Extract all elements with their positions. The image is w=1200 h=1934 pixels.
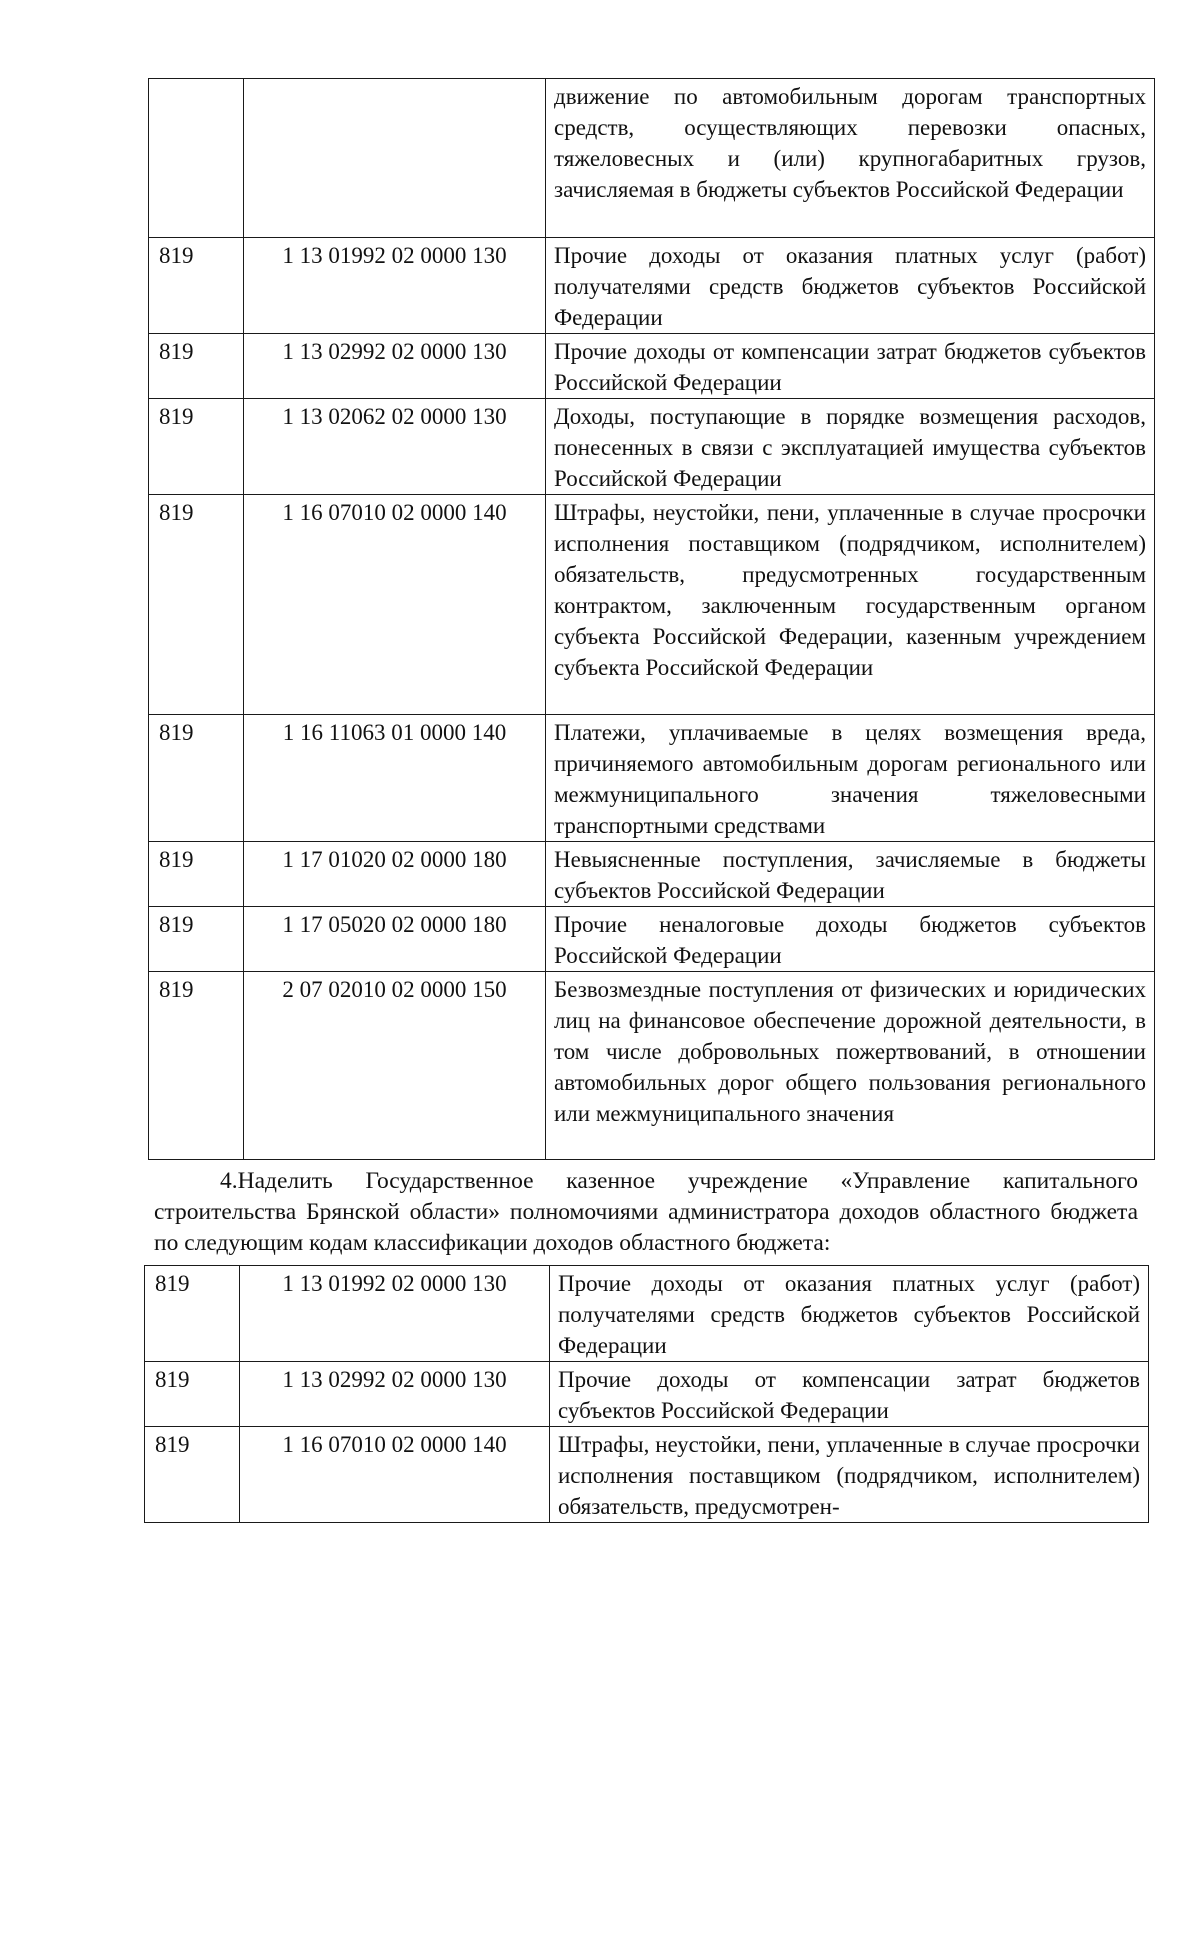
table-row <box>149 715 1155 842</box>
revenue-description-cell: Прочие доходы от компенсации затрат бюджетов субъектов Российской Федерации <box>546 334 1155 399</box>
admin-code-cell: 819 <box>149 399 244 495</box>
kbk-code-cell: 1 17 01020 02 0000 180 <box>244 842 546 907</box>
kbk-code-cell: 1 13 01992 02 0000 130 <box>240 1266 550 1362</box>
revenue-description-cell: Прочие доходы от оказания платных услуг (работ) получателями средств бюджетов субъектов Российской Федерации <box>546 238 1155 334</box>
revenue-codes-table-1 <box>148 78 1155 1160</box>
table-row <box>149 238 1155 334</box>
table-row <box>149 972 1155 1160</box>
revenue-description-cell: Прочие неналоговые доходы бюджетов субъектов Российской Федерации <box>546 907 1155 972</box>
table-row <box>149 907 1155 972</box>
revenue-description-cell: движение по автомобильным дорогам транспортных средств, осуществляющих перевозки опасных, тяжеловесных и (или) крупногабаритных грузов, зачисляемая в бюджеты субъектов Российской Федерации <box>546 79 1155 238</box>
table-row <box>149 334 1155 399</box>
revenue-description-cell: Штрафы, неустойки, пени, уплаченные в случае просрочки исполнения поставщиком (подрядчиком, исполнителем) обязательств, предусмотренных государственным контрактом, заключенным государственным органом субъекта Российской Федерации, казенным учреждением субъекта Российской Федерации <box>546 495 1155 715</box>
admin-code-cell: 819 <box>149 842 244 907</box>
kbk-code-cell: 1 16 11063 01 0000 140 <box>244 715 546 842</box>
revenue-description-cell: Прочие доходы от компенсации затрат бюджетов субъектов Российской Федерации <box>550 1362 1149 1427</box>
admin-code-cell: 819 <box>145 1362 240 1427</box>
kbk-code-cell <box>244 79 546 238</box>
kbk-code-cell: 1 13 02992 02 0000 130 <box>244 334 546 399</box>
admin-code-cell: 819 <box>145 1427 240 1523</box>
revenue-description-cell: Платежи, уплачиваемые в целях возмещения вреда, причиняемого автомобильным дорогам регионального или межмуниципального значения тяжеловесными транспортными средствами <box>546 715 1155 842</box>
admin-code-cell: 819 <box>149 715 244 842</box>
admin-code-cell <box>149 79 244 238</box>
kbk-code-cell: 1 16 07010 02 0000 140 <box>244 495 546 715</box>
admin-code-cell: 819 <box>149 972 244 1160</box>
kbk-code-cell: 1 13 02062 02 0000 130 <box>244 399 546 495</box>
table-row <box>149 495 1155 715</box>
admin-code-cell: 819 <box>149 334 244 399</box>
table-row <box>145 1427 1149 1523</box>
paragraph-4 <box>154 1166 1138 1259</box>
admin-code-cell: 819 <box>149 907 244 972</box>
kbk-code-cell: 1 16 07010 02 0000 140 <box>240 1427 550 1523</box>
admin-code-cell: 819 <box>145 1266 240 1362</box>
revenue-description-cell: Невыясненные поступления, зачисляемые в бюджеты субъектов Российской Федерации <box>546 842 1155 907</box>
kbk-code-cell: 1 17 05020 02 0000 180 <box>244 907 546 972</box>
kbk-code-cell: 1 13 02992 02 0000 130 <box>240 1362 550 1427</box>
revenue-description-cell: Доходы, поступающие в порядке возмещения расходов, понесенных в связи с эксплуатацией имущества субъектов Российской Федерации <box>546 399 1155 495</box>
revenue-codes-table-2 <box>144 1265 1149 1523</box>
paragraph-4-text: 4.Наделить Государственное казенное учреждение «Управление капитального строительства Брянской области» полномочиями администратора доходов областного бюджета по следующим кодам классификации доходов областного бюджета: <box>154 1168 1138 1256</box>
table-row <box>145 1362 1149 1427</box>
kbk-code-cell: 1 13 01992 02 0000 130 <box>244 238 546 334</box>
table-row <box>149 399 1155 495</box>
revenue-description-cell: Прочие доходы от оказания платных услуг (работ) получателями средств бюджетов субъектов Российской Федерации <box>550 1266 1149 1362</box>
table-row <box>149 842 1155 907</box>
admin-code-cell: 819 <box>149 495 244 715</box>
table-row <box>149 79 1155 238</box>
revenue-description-cell: Штрафы, неустойки, пени, уплаченные в случае просрочки исполнения поставщиком (подрядчиком, исполнителем) обязательств, предусмотрен- <box>550 1427 1149 1523</box>
revenue-description-cell: Безвозмездные поступления от физических и юридических лиц на финансовое обеспечение дорожной деятельности, в том числе добровольных пожертвований, в отношении автомобильных дорог общего пользования регионального или межмуниципального значения <box>546 972 1155 1160</box>
admin-code-cell: 819 <box>149 238 244 334</box>
table-row <box>145 1266 1149 1362</box>
kbk-code-cell: 2 07 02010 02 0000 150 <box>244 972 546 1160</box>
